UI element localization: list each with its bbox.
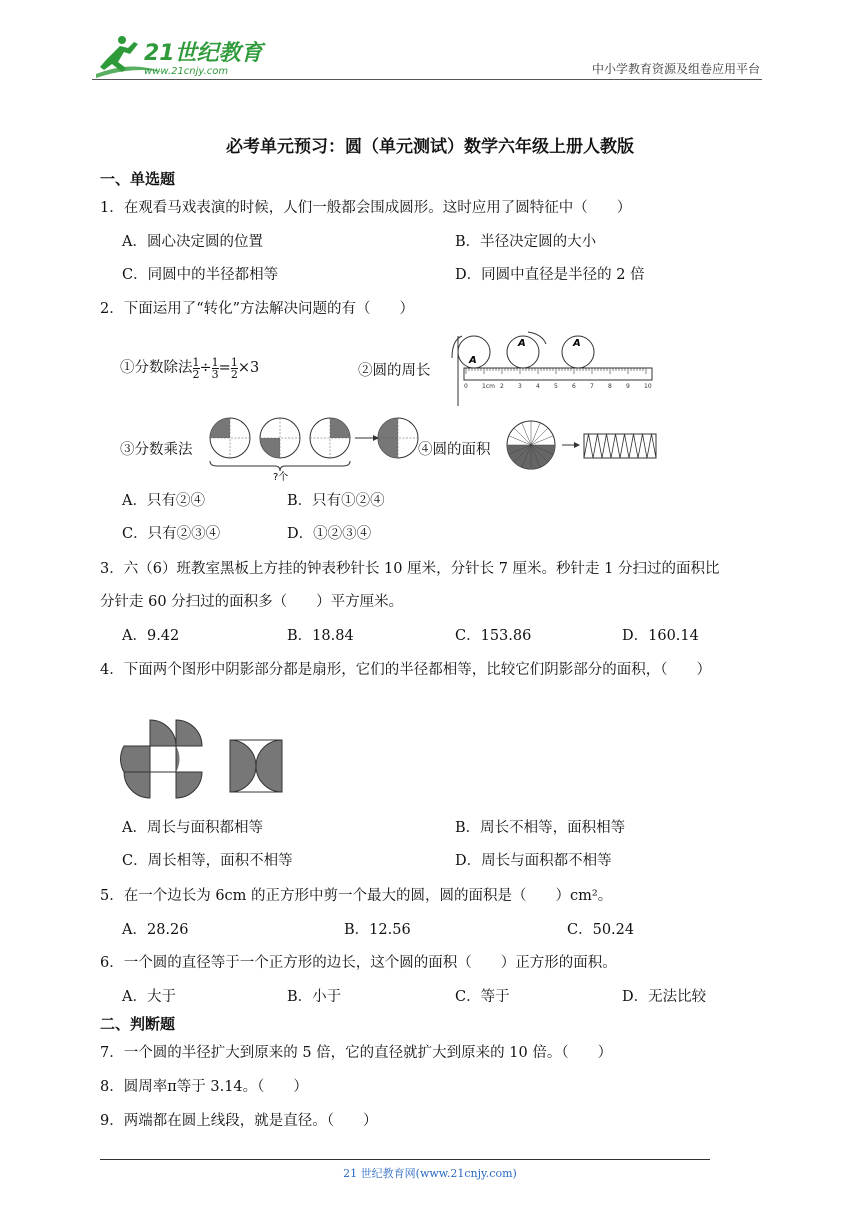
svg-text:A: A [469, 355, 477, 366]
section-single-choice: 一、单选题 [100, 170, 176, 188]
question-6: 6．一个圆的直径等于一个正方形的边长，这个圆的面积（ ）正方形的面积。 [100, 955, 617, 971]
fraction-third: $\frac{1}{3}$ [211, 355, 219, 381]
ruler-label: 5 [554, 383, 558, 390]
question-7: 7．一个圆的半径扩大到原来的 5 倍，它的直径就扩大到原来的 10 倍。（ ） [100, 1045, 613, 1061]
q2-option-a: A．只有②④ [122, 493, 205, 509]
q4-option-c: C．周长相等，面积不相等 [122, 853, 293, 869]
question-8: 8．圆周率π等于 3.14。（ ） [100, 1079, 308, 1095]
fraction-circles-figure [205, 413, 420, 483]
q2-item-1: ①分数除法 $\frac{1}{2}$ ÷ $\frac{1}{3}$ = $\frac{1}{2}$ ×3 [120, 355, 260, 381]
fraction-circle-2 [260, 418, 300, 458]
svg-text:A: A [573, 338, 581, 349]
footer-source: 21 世纪教育网(www.21cnjy.com) [343, 1167, 517, 1180]
ruler-label: 8 [608, 383, 612, 390]
q2-item3-label: ③分数乘法 [120, 442, 193, 458]
footer-divider [100, 1159, 710, 1160]
q4-option-d: D．周长与面积都不相等 [455, 853, 612, 869]
fraction-circle-3 [310, 418, 350, 458]
section-true-false: 二、判断题 [100, 1015, 176, 1033]
q4-option-a: A．周长与面积都相等 [122, 820, 263, 836]
square-sectors-figure [230, 740, 282, 792]
question-2: 2．下面运用了“转化”方法解决问题的有（ ） [100, 301, 415, 317]
question-4: 4．下面两个图形中阴影部分都是扇形，它们的半径都相等，比较它们阴影部分的面积，（ ） [100, 662, 711, 678]
ruler-label: 3 [518, 383, 522, 390]
q2-item2-label: ②圆的周长 [358, 363, 431, 379]
ruler-label: 2 [500, 383, 504, 390]
fraction-half-1: $\frac{1}{2}$ [192, 355, 200, 381]
q6-option-a: A．大于 [122, 989, 176, 1005]
brace-label: ?个 [273, 472, 289, 483]
ruler-label: 6 [572, 383, 576, 390]
q6-option-c: C．等于 [455, 989, 510, 1005]
sector-figures [120, 718, 290, 806]
q6-option-d: D．无法比较 [622, 989, 707, 1005]
q2-option-c: C．只有②③④ [122, 526, 221, 542]
q1-option-a: A．圆心决定圆的位置 [122, 234, 263, 250]
q1-option-d: D．同圆中直径是半径的 2 倍 [455, 267, 645, 283]
header-divider [92, 79, 762, 80]
q4-option-b: B．周长不相等，面积相等 [455, 820, 626, 836]
q5-option-a: A．28.26 [122, 922, 189, 938]
ruler-label: 4 [536, 383, 540, 390]
fraction-circle-1 [210, 418, 250, 458]
q3-option-a: A．9.42 [122, 628, 180, 644]
q3-option-c: C．153.86 [455, 628, 532, 644]
ruler-label: 1cm [482, 383, 495, 390]
q5-option-c: C．50.24 [567, 922, 635, 938]
q2-option-b: B．只有①②④ [287, 493, 385, 509]
svg-text:A: A [518, 338, 526, 349]
question-3-line-2: 分针走 60 分扫过的面积多（ ）平方厘米。 [100, 594, 404, 610]
site-logo [92, 30, 262, 82]
circle-area-figure [504, 418, 664, 478]
logo-text: 21世纪教育 [144, 41, 263, 66]
q2-item4-label: ④圆的面积 [418, 442, 491, 458]
question-3-line-1: 3．六（6）班教室黑板上方挂的钟表秒针长 10 厘米，分针长 7 厘米。秒针走 1 分扫过的面积比 [100, 561, 720, 577]
page-title: 必考单元预习：圆（单元测试）数学六年级上册人教版 [226, 137, 634, 157]
fraction-half-2: $\frac{1}{2}$ [230, 355, 238, 381]
rolling-circle-ruler-figure [450, 330, 660, 410]
ruler-label: 0 [464, 383, 468, 390]
q1-option-b: B．半径决定圆的大小 [455, 234, 597, 250]
ruler-label: 9 [626, 383, 630, 390]
ruler-label: 10 [644, 383, 652, 390]
q6-option-b: B．小于 [287, 989, 342, 1005]
pinwheel-figure [121, 720, 202, 798]
header-platform-text: 中小学教育资源及组卷应用平台 [591, 62, 760, 76]
question-5: 5．在一个边长为 6cm 的正方形中剪一个最大的圆，圆的面积是（ ）cm²。 [100, 888, 613, 904]
ruler-label: 7 [590, 383, 594, 390]
q2-option-d: D．①②③④ [287, 526, 372, 542]
question-9: 9．两端都在圆上线段，就是直径。（ ） [100, 1113, 378, 1129]
fraction-circle-result [378, 418, 418, 458]
logo-url: www.21cnjy.com [144, 66, 229, 77]
q5-option-b: B．12.56 [344, 922, 411, 938]
q3-option-d: D．160.14 [622, 628, 699, 644]
q1-option-c: C．同圆中的半径都相等 [122, 267, 279, 283]
q3-option-b: B．18.84 [287, 628, 354, 644]
q2-item1-label: ①分数除法 [120, 360, 193, 376]
logo-runner-icon [92, 30, 262, 82]
question-1: 1．在观看马戏表演的时候，人们一般都会围成圆形。这时应用了圆特征中（ ） [100, 200, 632, 216]
